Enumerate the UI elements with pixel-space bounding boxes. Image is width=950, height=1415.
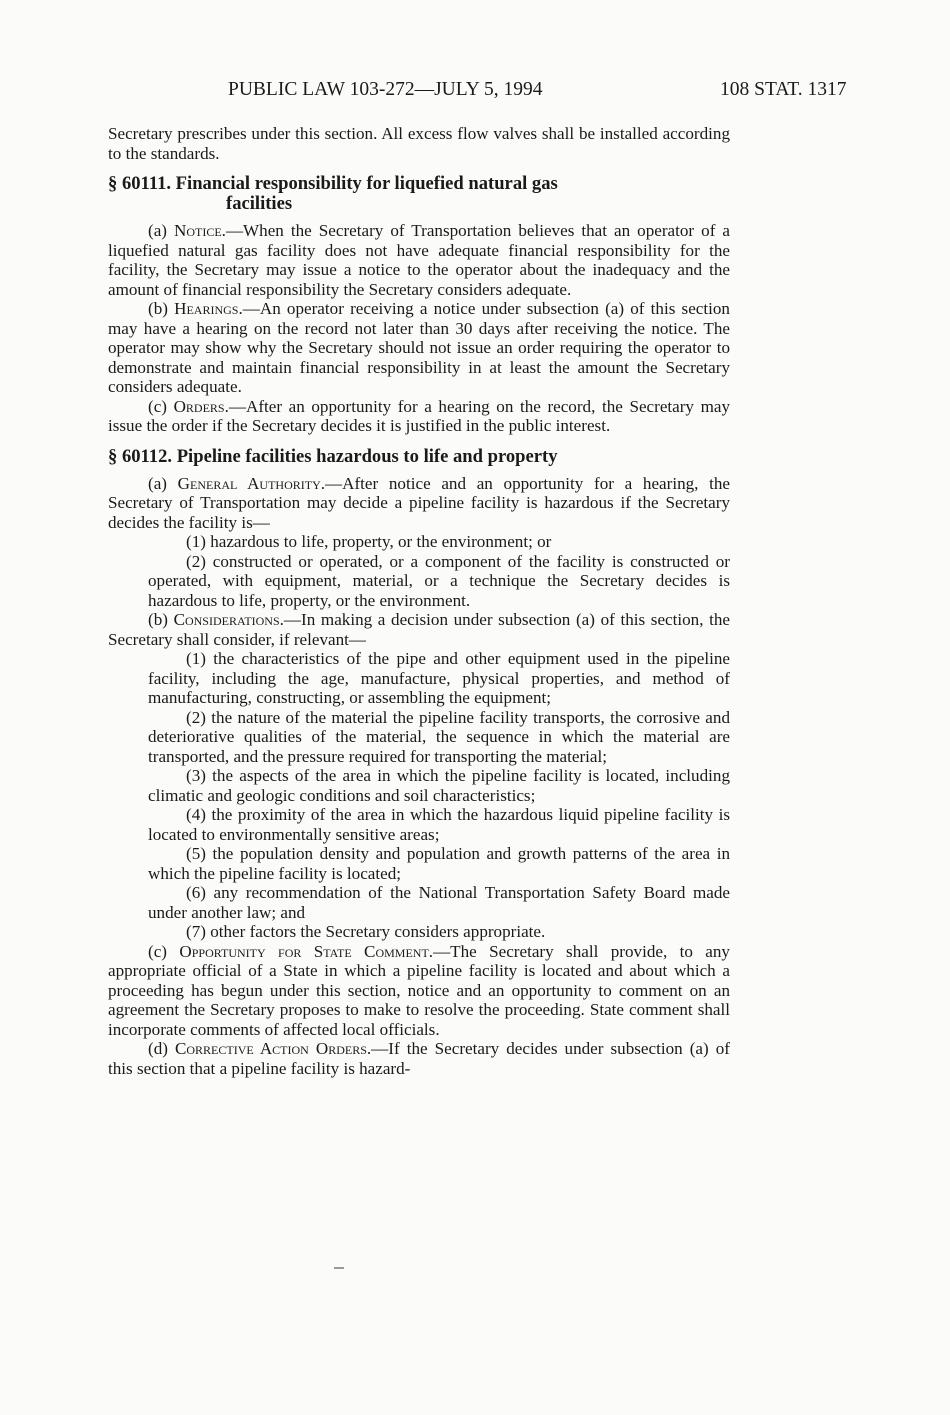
subsection-title: Considerations bbox=[173, 610, 280, 629]
public-law-title: PUBLIC LAW 103-272—JULY 5, 1994 bbox=[228, 79, 543, 100]
subsection-title: Orders bbox=[173, 396, 225, 416]
running-header bbox=[0, 78, 950, 108]
subsection-text: .—After an opportunity for a hearing on the record, the Secretary may issue the order if the Secretary decides it is justified in the public interest. bbox=[108, 396, 731, 435]
intro-paragraph: Secretary prescribes under this section. All excess flow valves shall be installed according to the standards. bbox=[108, 124, 730, 163]
list-item: (1) hazardous to life, property, or the environment; or bbox=[186, 532, 552, 551]
subsection-label: (b) bbox=[148, 299, 175, 318]
section-60112-subsection-c bbox=[108, 942, 730, 1040]
list-item: (4) the proximity of the area in which the hazardous liquid pipeline facility is located to environmentally sensitive areas; bbox=[148, 805, 730, 844]
list-item: (7) other factors the Secretary considers appropriate. bbox=[186, 922, 546, 941]
section-60111-subsection-b bbox=[108, 299, 730, 397]
subsection-label: (a) bbox=[148, 221, 174, 240]
subsection-label: (c) bbox=[148, 941, 180, 961]
subsection-label: (b) bbox=[148, 610, 174, 629]
subsection-text: .—The Secretary shall provide, to any appropriate official of a State in which a pipeline facility is located and about which a proceeding has begun under this section, notice and an opportunity to comment on an agreement the Secretary proposes to make to resolve the proceeding. State comment shall incorporate comments of affected local officials. bbox=[108, 941, 730, 1039]
subsection-text: .—After notice and an opportunity for a hearing, the Secretary of Transportation may decide a pipeline facility is hazardous if the Secretary decides the facility is— bbox=[108, 473, 731, 532]
subsection-title: Notice bbox=[174, 221, 222, 240]
subsection-title: Opportunity for State Comment bbox=[179, 941, 429, 961]
subsection-label: (c) bbox=[148, 396, 174, 416]
list-item: (2) constructed or operated, or a component of the facility is constructed or operated, with equipment, material, or a technique the Secretary decides is hazardous to life, property, or the environment. bbox=[148, 551, 730, 610]
subsection-text: .—In making a decision under subsection (a) of this section, the Secretary shall consider, if relevant— bbox=[108, 610, 730, 649]
section-60111-heading-line1: § 60111. Financial responsibility for liquefied natural gas bbox=[108, 173, 558, 194]
list-item: (6) any recommendation of the National Transportation Safety Board made under another law; and bbox=[148, 883, 730, 922]
scan-mark bbox=[334, 1267, 344, 1269]
page-body bbox=[108, 124, 730, 1078]
subsection-text: .—When the Secretary of Transportation believes that an operator of a liquefied natural gas facility does not have adequate financial responsibility for the facility, the Secretary may issue a notice to the operator about the inadequacy and the amount of financial responsibility the Secretary considers adequate. bbox=[108, 221, 730, 299]
subsection-label: (a) bbox=[148, 473, 178, 493]
section-60112-subsection-b bbox=[108, 610, 730, 649]
section-60111-heading-line2: facilities bbox=[226, 193, 293, 214]
subsection-label: (d) bbox=[148, 1039, 175, 1058]
subsection-title: General Authority bbox=[177, 473, 321, 493]
subsection-text: .—If the Secretary decides under subsection (a) of this section that a pipeline facility is hazard- bbox=[108, 1039, 730, 1078]
list-item: (3) the aspects of the area in which the pipeline facility is located, including climatic and geologic conditions and soil characteristics; bbox=[148, 766, 730, 805]
list-item: (5) the population density and population and growth patterns of the area in which the pipeline facility is located; bbox=[148, 844, 730, 883]
section-60111-subsection-c bbox=[108, 397, 730, 436]
section-60111-subsection-a bbox=[108, 221, 730, 299]
list-item: (1) the characteristics of the pipe and other equipment used in the pipeline facility, including the age, manufacture, physical properties, and method of manufacturing, constructing, or assembling the equipment; bbox=[148, 649, 730, 707]
section-60112-subsection-d bbox=[108, 1039, 730, 1078]
section-60112-subsection-a bbox=[108, 474, 730, 533]
statute-page-number: 108 STAT. 1317 bbox=[720, 79, 847, 100]
subsection-title: Corrective Action Orders bbox=[174, 1039, 367, 1058]
list-item: (2) the nature of the material the pipeline facility transports, the corrosive and deteriorative qualities of the material, the sequence in which the material are transported, and the pressure required for transporting the material; bbox=[148, 707, 730, 766]
subsection-text: .—An operator receiving a notice under subsection (a) of this section may have a hearing on the record not later than 30 days after receiving the notice. The operator may show why the Secretary should not issue an order requiring the operator to demonstrate and maintain financial responsibility in at least the amount the Secretary considers adequate. bbox=[108, 299, 730, 396]
subsection-title: Hearings bbox=[174, 299, 239, 318]
section-60112-heading: § 60112. Pipeline facilities hazardous to life and property bbox=[108, 445, 558, 467]
section-60111-heading bbox=[108, 174, 730, 214]
